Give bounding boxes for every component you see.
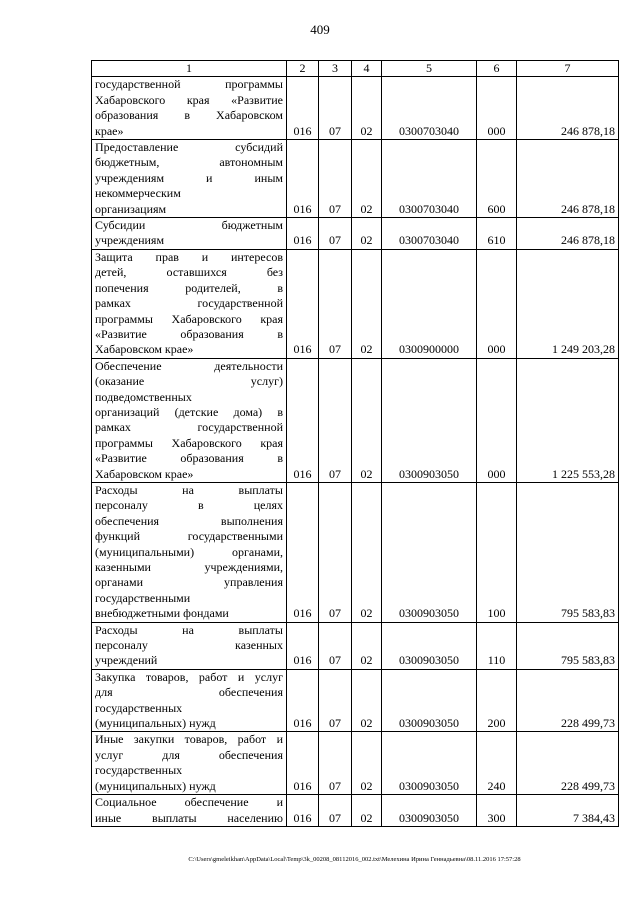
- subsection-cell: 02: [352, 622, 382, 669]
- target-article-cell: 0300903050: [382, 795, 477, 827]
- row-name-line: внебюджетными фондами: [95, 606, 229, 621]
- subsection-cell: 02: [352, 218, 382, 250]
- budget-table: [91, 60, 619, 827]
- section-cell: 07: [319, 622, 352, 669]
- section-cell: 07: [319, 482, 352, 622]
- section-cell: 07: [319, 249, 352, 358]
- section-cell: 07: [319, 218, 352, 250]
- row-name-cell: [92, 249, 287, 358]
- expense-type-cell: 000: [477, 249, 517, 358]
- target-article-cell: 0300903050: [382, 732, 477, 795]
- row-name-line: Защита прав и интересов: [95, 249, 283, 264]
- subsection-cell: 02: [352, 77, 382, 140]
- row-name-cell: [92, 77, 287, 140]
- row-name-line: (муниципальными) органами,: [95, 544, 283, 559]
- row-name-line: рамках государственной: [95, 420, 283, 435]
- page-number: 409: [310, 22, 330, 37]
- subsection-cell: 02: [352, 669, 382, 732]
- section-cell: 07: [319, 669, 352, 732]
- row-name-line: учреждений: [95, 653, 158, 668]
- table-row: [92, 795, 619, 827]
- table-row: [92, 482, 619, 622]
- subsection-cell: 02: [352, 249, 382, 358]
- expense-type-cell: 100: [477, 482, 517, 622]
- amount-cell: 1 225 553,28: [517, 358, 619, 482]
- target-article-cell: 0300703040: [382, 140, 477, 218]
- table-row: [92, 732, 619, 795]
- target-article-cell: 0300903050: [382, 622, 477, 669]
- expense-type-cell: 240: [477, 732, 517, 795]
- row-name-cell: [92, 732, 287, 795]
- table-row: [92, 249, 619, 358]
- row-name-line: бюджетным, автономным: [95, 155, 283, 170]
- row-name-line: рамках государственной: [95, 296, 283, 311]
- subsection-cell: 02: [352, 140, 382, 218]
- target-article-cell: 0300903050: [382, 482, 477, 622]
- row-name-line: организаций (детские дома) в: [95, 404, 283, 419]
- table-row: [92, 358, 619, 482]
- row-name-line: государственной программы: [95, 77, 283, 92]
- kvsr-cell: 016: [287, 77, 319, 140]
- expense-type-cell: 000: [477, 77, 517, 140]
- row-name-cell: [92, 622, 287, 669]
- target-article-cell: 0300903050: [382, 669, 477, 732]
- row-name-line: (муниципальных) нужд: [95, 716, 216, 731]
- row-name-line: Социальное обеспечение и: [95, 795, 283, 810]
- expense-type-cell: 110: [477, 622, 517, 669]
- kvsr-cell: 016: [287, 732, 319, 795]
- subsection-cell: 02: [352, 795, 382, 827]
- amount-cell: 228 499,73: [517, 669, 619, 732]
- target-article-cell: 0300703040: [382, 218, 477, 250]
- amount-cell: 228 499,73: [517, 732, 619, 795]
- header-cell-2: 2: [287, 61, 319, 77]
- row-name-line: органами управления: [95, 575, 283, 590]
- expense-type-cell: 200: [477, 669, 517, 732]
- row-name-cell: [92, 482, 287, 622]
- kvsr-cell: 016: [287, 218, 319, 250]
- section-cell: 07: [319, 77, 352, 140]
- row-name-line: образования в Хабаровском: [95, 108, 283, 123]
- table-row: [92, 140, 619, 218]
- kvsr-cell: 016: [287, 140, 319, 218]
- amount-cell: 795 583,83: [517, 482, 619, 622]
- header-cell-5: 5: [382, 61, 477, 77]
- row-name-line: Субсидии бюджетным: [95, 218, 283, 233]
- kvsr-cell: 016: [287, 622, 319, 669]
- file-path-footer: C:\Users\gmeleikhan\AppData\Local\Temp\3k_00208_08112016_002.txt\Мелехина Ирина Геннадьевна\08.11.2016 17:57:28: [188, 856, 521, 863]
- row-name-line: учреждениям: [95, 233, 165, 248]
- amount-cell: 795 583,83: [517, 622, 619, 669]
- kvsr-cell: 016: [287, 669, 319, 732]
- row-name-line: Расходы на выплаты: [95, 482, 283, 497]
- amount-cell: 1 249 203,28: [517, 249, 619, 358]
- row-name-line: Иные закупки товаров, работ и: [95, 732, 283, 747]
- row-name-line: Предоставление субсидий: [95, 140, 283, 155]
- row-name-line: подведомственных: [95, 389, 192, 404]
- section-cell: 07: [319, 140, 352, 218]
- row-name-line: организациям: [95, 201, 167, 216]
- row-name-line: Хабаровского края «Развитие: [95, 92, 283, 107]
- kvsr-cell: 016: [287, 249, 319, 358]
- subsection-cell: 02: [352, 358, 382, 482]
- row-name-line: «Развитие образования в: [95, 326, 283, 341]
- expense-type-cell: 000: [477, 358, 517, 482]
- row-name-cell: [92, 669, 287, 732]
- row-name-cell: [92, 140, 287, 218]
- row-name-line: обеспечения выполнения: [95, 513, 283, 528]
- row-name-line: иные выплаты населению: [95, 810, 283, 825]
- row-name-line: персоналу казенных: [95, 638, 283, 653]
- row-name-line: (оказание услуг): [95, 374, 283, 389]
- row-name-line: услуг для обеспечения: [95, 747, 283, 762]
- row-name-line: некоммерческим: [95, 186, 181, 201]
- expense-type-cell: 610: [477, 218, 517, 250]
- kvsr-cell: 016: [287, 795, 319, 827]
- table-row: [92, 77, 619, 140]
- row-name-line: Расходы на выплаты: [95, 622, 283, 637]
- row-name-line: Хабаровском крае»: [95, 342, 194, 357]
- row-name-line: попечения родителей, в: [95, 280, 283, 295]
- row-name-line: учреждениям и иным: [95, 170, 283, 185]
- row-name-line: функций государственными: [95, 529, 283, 544]
- row-name-line: крае»: [95, 123, 124, 138]
- row-name-line: для обеспечения: [95, 685, 283, 700]
- header-cell-3: 3: [319, 61, 352, 77]
- table-row: [92, 669, 619, 732]
- section-cell: 07: [319, 732, 352, 795]
- expense-type-cell: 600: [477, 140, 517, 218]
- subsection-cell: 02: [352, 732, 382, 795]
- kvsr-cell: 016: [287, 358, 319, 482]
- amount-cell: 7 384,43: [517, 795, 619, 827]
- row-name-cell: [92, 358, 287, 482]
- row-name-line: государственными: [95, 590, 191, 605]
- header-cell-7: 7: [517, 61, 619, 77]
- header-cell-4: 4: [352, 61, 382, 77]
- target-article-cell: 0300703040: [382, 77, 477, 140]
- table-row: [92, 622, 619, 669]
- header-row: [92, 61, 619, 77]
- amount-cell: 246 878,18: [517, 218, 619, 250]
- row-name-cell: [92, 218, 287, 250]
- row-name-line: «Развитие образования в: [95, 451, 283, 466]
- row-name-line: Закупка товаров, работ и услуг: [95, 669, 283, 684]
- kvsr-cell: 016: [287, 482, 319, 622]
- row-name-line: детей, оставшихся без: [95, 265, 283, 280]
- target-article-cell: 0300903050: [382, 358, 477, 482]
- row-name-line: казенными учреждениями,: [95, 560, 283, 574]
- header-cell-6: 6: [477, 61, 517, 77]
- target-article-cell: 0300900000: [382, 249, 477, 358]
- subsection-cell: 02: [352, 482, 382, 622]
- row-name-line: (муниципальных) нужд: [95, 778, 216, 793]
- row-name-line: программы Хабаровского края: [95, 435, 283, 450]
- row-name-line: программы Хабаровского края: [95, 311, 283, 326]
- section-cell: 07: [319, 358, 352, 482]
- amount-cell: 246 878,18: [517, 77, 619, 140]
- row-name-cell: [92, 795, 287, 827]
- row-name-line: Обеспечение деятельности: [95, 358, 283, 373]
- table-row: [92, 218, 619, 250]
- header-cell-1: 1: [92, 61, 287, 77]
- section-cell: 07: [319, 795, 352, 827]
- table-body: [92, 77, 619, 827]
- expense-type-cell: 300: [477, 795, 517, 827]
- row-name-line: персоналу в целях: [95, 498, 283, 513]
- amount-cell: 246 878,18: [517, 140, 619, 218]
- row-name-line: государственных: [95, 763, 183, 778]
- row-name-line: Хабаровском крае»: [95, 466, 194, 481]
- row-name-line: государственных: [95, 700, 183, 715]
